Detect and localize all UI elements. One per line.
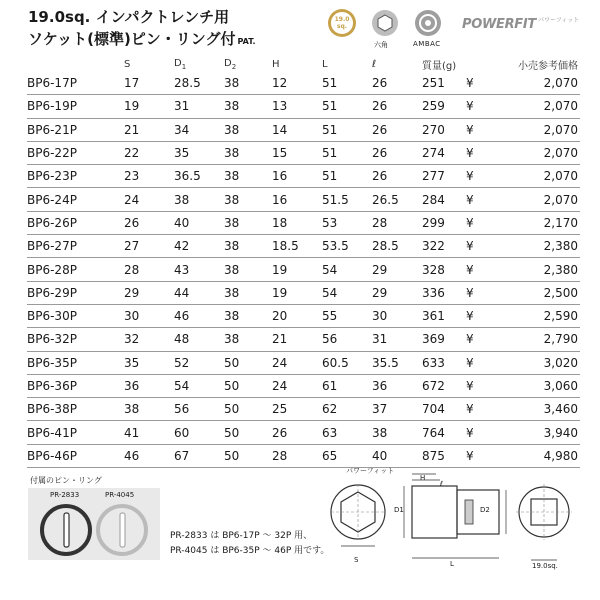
table-row xyxy=(27,374,580,397)
cell-s: 23 xyxy=(124,165,174,188)
cell-l: 53 xyxy=(322,211,372,234)
pin-b-icon xyxy=(120,513,125,547)
cell-currency: ¥ xyxy=(466,281,496,304)
cell-d2: 50 xyxy=(224,421,272,444)
cell-s: 19 xyxy=(124,95,174,118)
cell-small-l: 38 xyxy=(372,421,422,444)
cell-model: BP6-30P xyxy=(27,304,124,327)
spec-table xyxy=(27,56,580,468)
cell-currency: ¥ xyxy=(466,95,496,118)
cell-s: 28 xyxy=(124,258,174,281)
cell-l: 51 xyxy=(322,72,372,95)
cell-d1: 67 xyxy=(174,444,224,467)
table-row xyxy=(27,235,580,258)
cell-small-l: 29 xyxy=(372,281,422,304)
cell-mass: 328 xyxy=(422,258,466,281)
header-small-l: ℓ xyxy=(372,58,377,70)
cell-d1: 52 xyxy=(174,351,224,374)
cell-s: 30 xyxy=(124,304,174,327)
cell-d1: 43 xyxy=(174,258,224,281)
cell-d2: 38 xyxy=(224,165,272,188)
pin-note-2: PR-4045 は BP6-35P ～ 46P 用です。 xyxy=(170,546,330,556)
cell-s: 29 xyxy=(124,281,174,304)
cell-d2: 38 xyxy=(224,188,272,211)
cell-d1: 31 xyxy=(174,95,224,118)
diagram-d2-label: D2 xyxy=(480,506,490,514)
cell-l: 63 xyxy=(322,421,372,444)
cell-currency: ¥ xyxy=(466,165,496,188)
cell-h: 15 xyxy=(272,141,322,164)
title-line-2-text: ソケット(標準)ピン・リング付 xyxy=(28,30,236,48)
table-row xyxy=(27,258,580,281)
cell-d1: 28.5 xyxy=(174,72,224,95)
sq-19-logo xyxy=(328,9,356,37)
table-row xyxy=(27,421,580,444)
header-d2: $D_2$ xyxy=(224,57,237,71)
cell-currency: ¥ xyxy=(466,351,496,374)
cell-l: 56 xyxy=(322,328,372,351)
cell-price: 2,790 xyxy=(496,328,580,351)
cell-model: BP6-22P xyxy=(27,141,124,164)
cell-currency: ¥ xyxy=(466,328,496,351)
cell-model: BP6-35P xyxy=(27,351,124,374)
cell-model: BP6-19P xyxy=(27,95,124,118)
cell-mass: 704 xyxy=(422,398,466,421)
cell-price: 3,460 xyxy=(496,398,580,421)
cell-d2: 38 xyxy=(224,211,272,234)
pin-code-a: PR-2833 xyxy=(50,491,80,499)
cell-d2: 50 xyxy=(224,398,272,421)
cell-price: 2,500 xyxy=(496,281,580,304)
cell-small-l: 36 xyxy=(372,374,422,397)
cell-mass: 274 xyxy=(422,141,466,164)
cell-s: 41 xyxy=(124,421,174,444)
cell-l: 51.5 xyxy=(322,188,372,211)
cell-mass: 259 xyxy=(422,95,466,118)
cell-small-l: 29 xyxy=(372,258,422,281)
cell-currency: ¥ xyxy=(466,374,496,397)
cell-small-l: 30 xyxy=(372,304,422,327)
cell-price: 2,070 xyxy=(496,165,580,188)
header-h: H xyxy=(272,58,280,70)
cell-currency: ¥ xyxy=(466,444,496,467)
cell-h: 24 xyxy=(272,351,322,374)
header-s: S xyxy=(124,58,131,70)
cell-model: BP6-28P xyxy=(27,258,124,281)
header-d1: $D_1$ xyxy=(174,57,187,71)
cell-small-l: 26 xyxy=(372,165,422,188)
sq-19-logo-top: 19.0 xyxy=(334,16,350,23)
cell-price: 2,590 xyxy=(496,304,580,327)
cell-h: 21 xyxy=(272,328,322,351)
cell-d2: 50 xyxy=(224,374,272,397)
header-price: 小売参考価格 xyxy=(518,60,578,72)
cell-l: 51 xyxy=(322,141,372,164)
cell-currency: ¥ xyxy=(466,304,496,327)
cell-s: 17 xyxy=(124,72,174,95)
powerfit-logo xyxy=(462,15,579,33)
cell-d1: 48 xyxy=(174,328,224,351)
table-row xyxy=(27,95,580,118)
cell-h: 28 xyxy=(272,444,322,467)
cell-currency: ¥ xyxy=(466,258,496,281)
cell-d1: 46 xyxy=(174,304,224,327)
cell-mass: 322 xyxy=(422,235,466,258)
cell-price: 2,070 xyxy=(496,118,580,141)
cell-small-l: 28 xyxy=(372,211,422,234)
ambac-icon xyxy=(415,10,441,36)
cell-price: 3,060 xyxy=(496,374,580,397)
title-line-1: 19.0sq. インパクトレンチ用 xyxy=(28,8,230,26)
cell-currency: ¥ xyxy=(466,421,496,444)
table-row xyxy=(27,444,580,467)
cell-s: 22 xyxy=(124,141,174,164)
cell-d2: 38 xyxy=(224,281,272,304)
cell-h: 16 xyxy=(272,165,322,188)
cell-d2: 50 xyxy=(224,444,272,467)
cell-d2: 38 xyxy=(224,118,272,141)
cell-h: 14 xyxy=(272,118,322,141)
pat-mark: PAT. xyxy=(237,37,256,46)
cell-d1: 36.5 xyxy=(174,165,224,188)
powerfit-logo-text: POWERFIT xyxy=(462,16,536,32)
cell-d1: 34 xyxy=(174,118,224,141)
cell-l: 51 xyxy=(322,165,372,188)
cell-small-l: 40 xyxy=(372,444,422,467)
cell-d2: 50 xyxy=(224,351,272,374)
cell-price: 3,940 xyxy=(496,421,580,444)
cell-price: 2,380 xyxy=(496,258,580,281)
cell-price: 2,380 xyxy=(496,235,580,258)
table-row xyxy=(27,118,580,141)
cell-h: 25 xyxy=(272,398,322,421)
cell-d2: 38 xyxy=(224,235,272,258)
diagram-l-label: L xyxy=(450,560,454,568)
cell-model: BP6-41P xyxy=(27,421,124,444)
cell-l: 54 xyxy=(322,258,372,281)
cell-d1: 42 xyxy=(174,235,224,258)
cell-price: 2,070 xyxy=(496,141,580,164)
cell-l: 61 xyxy=(322,374,372,397)
cell-d2: 38 xyxy=(224,141,272,164)
cell-model: BP6-27P xyxy=(27,235,124,258)
cell-h: 26 xyxy=(272,421,322,444)
cell-mass: 361 xyxy=(422,304,466,327)
cell-d2: 38 xyxy=(224,72,272,95)
cell-currency: ¥ xyxy=(466,72,496,95)
cell-h: 20 xyxy=(272,304,322,327)
cell-currency: ¥ xyxy=(466,398,496,421)
cell-small-l: 26.5 xyxy=(372,188,422,211)
cell-h: 19 xyxy=(272,258,322,281)
cell-mass: 672 xyxy=(422,374,466,397)
cell-model: BP6-29P xyxy=(27,281,124,304)
sq-19-logo-bottom: sq. xyxy=(336,23,348,30)
cell-mass: 633 xyxy=(422,351,466,374)
cell-d1: 60 xyxy=(174,421,224,444)
cell-l: 51 xyxy=(322,118,372,141)
table-row xyxy=(27,165,580,188)
table-row xyxy=(27,211,580,234)
hex-icon xyxy=(372,10,398,36)
diagram-h-label: H xyxy=(420,474,426,482)
diagram-d1-label: D1 xyxy=(394,506,404,514)
pins-title: 付属のピン・リング xyxy=(30,476,102,485)
cell-mass: 875 xyxy=(422,444,466,467)
table-row xyxy=(27,351,580,374)
diagram-s-label: S xyxy=(354,556,359,564)
cell-currency: ¥ xyxy=(466,141,496,164)
cell-d1: 44 xyxy=(174,281,224,304)
cell-price: 2,170 xyxy=(496,211,580,234)
cell-d1: 40 xyxy=(174,211,224,234)
diagram-powerfit-label: パワーフィット xyxy=(346,467,395,475)
title-line-2 xyxy=(28,30,256,51)
cell-s: 35 xyxy=(124,351,174,374)
pin-ring-illustration xyxy=(28,498,160,558)
table-row xyxy=(27,328,580,351)
cell-model: BP6-26P xyxy=(27,211,124,234)
cell-small-l: 37 xyxy=(372,398,422,421)
cell-small-l: 31 xyxy=(372,328,422,351)
cell-s: 21 xyxy=(124,118,174,141)
cell-currency: ¥ xyxy=(466,235,496,258)
cell-small-l: 35.5 xyxy=(372,351,422,374)
cell-s: 24 xyxy=(124,188,174,211)
cell-mass: 270 xyxy=(422,118,466,141)
cell-s: 46 xyxy=(124,444,174,467)
cell-price: 4,980 xyxy=(496,444,580,467)
cell-model: BP6-36P xyxy=(27,374,124,397)
cell-model: BP6-23P xyxy=(27,165,124,188)
cell-s: 38 xyxy=(124,398,174,421)
table-row xyxy=(27,281,580,304)
cell-s: 32 xyxy=(124,328,174,351)
cell-l: 65 xyxy=(322,444,372,467)
header-l: L xyxy=(322,58,328,70)
cell-model: BP6-46P xyxy=(27,444,124,467)
cell-d1: 35 xyxy=(174,141,224,164)
table-row xyxy=(27,188,580,211)
cell-h: 19 xyxy=(272,281,322,304)
header-mass: 質量(g) xyxy=(422,60,457,72)
cell-small-l: 26 xyxy=(372,118,422,141)
cell-model: BP6-38P xyxy=(27,398,124,421)
cell-d2: 38 xyxy=(224,95,272,118)
cell-l: 60.5 xyxy=(322,351,372,374)
cell-small-l: 26 xyxy=(372,141,422,164)
cell-d2: 38 xyxy=(224,328,272,351)
cell-h: 18 xyxy=(272,211,322,234)
cell-mass: 336 xyxy=(422,281,466,304)
cell-l: 51 xyxy=(322,95,372,118)
cell-mass: 299 xyxy=(422,211,466,234)
cell-model: BP6-32P xyxy=(27,328,124,351)
ambac-label: AMBAC xyxy=(413,40,441,48)
cell-s: 27 xyxy=(124,235,174,258)
cell-mass: 764 xyxy=(422,421,466,444)
table-row xyxy=(27,141,580,164)
header-model xyxy=(27,56,124,72)
cell-small-l: 26 xyxy=(372,95,422,118)
cell-d1: 54 xyxy=(174,374,224,397)
cell-s: 36 xyxy=(124,374,174,397)
cell-h: 16 xyxy=(272,188,322,211)
cell-currency: ¥ xyxy=(466,188,496,211)
cell-h: 24 xyxy=(272,374,322,397)
cell-l: 54 xyxy=(322,281,372,304)
hex-label: 六角 xyxy=(374,41,388,49)
cell-mass: 251 xyxy=(422,72,466,95)
cell-price: 2,070 xyxy=(496,95,580,118)
cell-small-l: 26 xyxy=(372,72,422,95)
cell-l: 53.5 xyxy=(322,235,372,258)
cell-model: BP6-17P xyxy=(27,72,124,95)
cell-d2: 38 xyxy=(224,258,272,281)
table-row xyxy=(27,304,580,327)
diagram-l-small-label: ℓ xyxy=(440,480,443,488)
cell-currency: ¥ xyxy=(466,118,496,141)
cell-h: 13 xyxy=(272,95,322,118)
cell-d2: 38 xyxy=(224,304,272,327)
table-row xyxy=(27,72,580,95)
cell-l: 55 xyxy=(322,304,372,327)
table-header-row xyxy=(27,56,580,72)
pin-a-icon xyxy=(64,513,69,547)
cell-mass: 284 xyxy=(422,188,466,211)
cell-s: 26 xyxy=(124,211,174,234)
cell-price: 2,070 xyxy=(496,188,580,211)
powerfit-logo-ja: パワーフィット xyxy=(538,17,580,24)
cell-price: 3,020 xyxy=(496,351,580,374)
socket-diagram xyxy=(320,466,582,574)
cell-d1: 56 xyxy=(174,398,224,421)
cell-h: 18.5 xyxy=(272,235,322,258)
cell-mass: 277 xyxy=(422,165,466,188)
cell-price: 2,070 xyxy=(496,72,580,95)
cell-model: BP6-21P xyxy=(27,118,124,141)
cell-d1: 38 xyxy=(174,188,224,211)
cell-l: 62 xyxy=(322,398,372,421)
cell-mass: 369 xyxy=(422,328,466,351)
pin-code-b: PR-4045 xyxy=(105,491,135,499)
cell-model: BP6-24P xyxy=(27,188,124,211)
diagram-drive-label: 19.0sq. xyxy=(532,562,558,570)
pin-note-1: PR-2833 は BP6-17P ～ 32P 用、 xyxy=(170,531,313,541)
cell-currency: ¥ xyxy=(466,211,496,234)
cell-small-l: 28.5 xyxy=(372,235,422,258)
cell-h: 12 xyxy=(272,72,322,95)
table-row xyxy=(27,398,580,421)
